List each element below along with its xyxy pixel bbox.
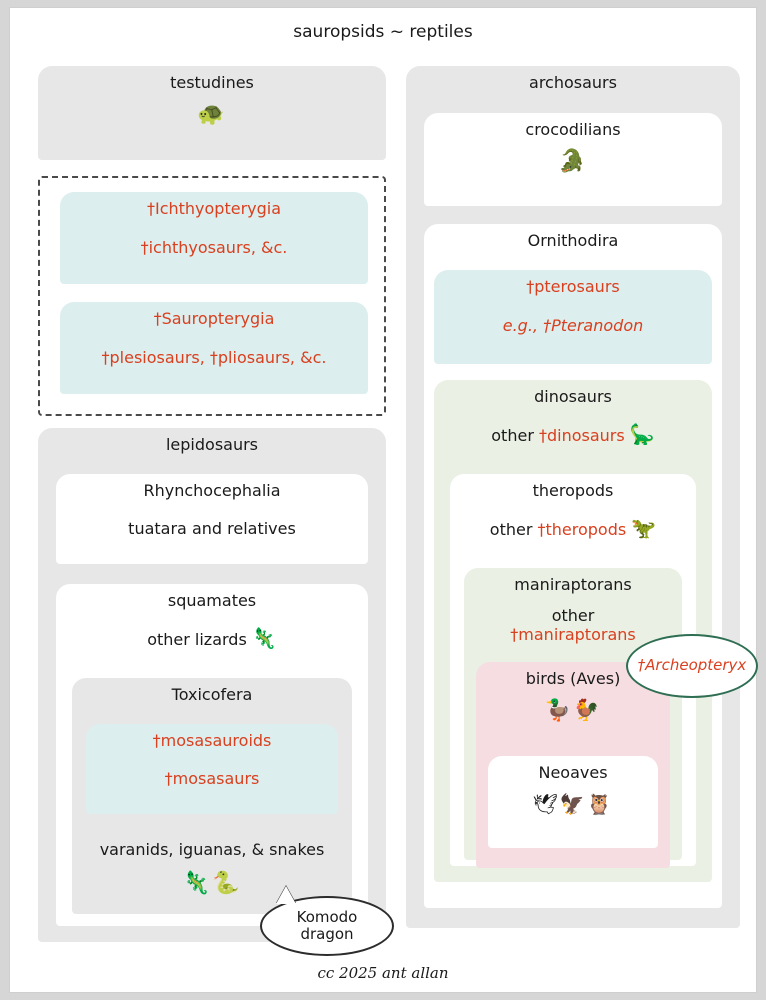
page-title: sauropsids ~ reptiles (293, 22, 473, 42)
duck-chicken-emoji: 🦆🐓 (544, 698, 602, 722)
card-mosasauroids[interactable] (86, 724, 338, 814)
ichthyosaurs-row: †ichthyosaurs, &c. (140, 238, 288, 257)
card-sauropterygia[interactable] (60, 302, 368, 394)
card-mosasauroids-title: †mosasauroids (152, 731, 272, 750)
card-archosaurs-title: archosaurs (529, 73, 617, 92)
card-neoaves[interactable] (488, 756, 658, 848)
lizard-emoji: 🦎 (251, 626, 277, 650)
card-maniraptorans-title: maniraptorans (514, 575, 632, 594)
card-ichthyopterygia[interactable] (60, 192, 368, 284)
card-pterosaurs[interactable] (434, 270, 712, 364)
callout-komodo-line2: dragon (300, 925, 354, 943)
card-testudines-title: testudines (170, 73, 254, 92)
card-ichthyopterygia-title: †Ichthyopterygia (146, 199, 282, 218)
mosasaurs-row: †mosasaurs (164, 769, 260, 788)
card-crocodilians-title: crocodilians (525, 120, 621, 139)
card-dinosaurs-title: dinosaurs (534, 387, 612, 406)
turtle-emoji: 🐢 (197, 102, 227, 127)
other-lizards-row: other lizards 🦎 (147, 626, 277, 650)
other-theropods-row: other †theropods 🦖 (489, 516, 657, 540)
card-rhynchocephalia[interactable] (56, 474, 368, 564)
callout-komodo-dragon (260, 896, 394, 956)
card-crocodilians[interactable] (424, 113, 722, 206)
card-rhynchocephalia-title: Rhynchocephalia (143, 481, 281, 500)
card-birds-aves-title: birds (Aves) (525, 669, 621, 688)
varanids-block (72, 834, 352, 904)
extinct-marine-reptiles-group (38, 176, 386, 416)
pteranodon-row: e.g., †Pteranodon (502, 316, 644, 335)
footer-credit: cc 2025 ant allan (317, 964, 449, 982)
other-dinosaurs-row: other †dinosaurs 🦕 (491, 422, 655, 446)
tuatara-row: tuatara and relatives (128, 519, 296, 538)
theropod-emoji: 🦖 (631, 516, 657, 540)
card-ornithodira-title: Ornithodira (527, 231, 619, 250)
card-theropods-title: theropods (532, 481, 614, 500)
callout-archaeopteryx-label: †Archeopteryx (637, 656, 747, 675)
other-maniraptorans-row: other †maniraptorans (510, 606, 636, 645)
card-testudines[interactable] (38, 66, 386, 160)
callout-komodo-line1: Komodo (296, 907, 358, 926)
card-pterosaurs-title: †pterosaurs (526, 277, 620, 296)
plesiosaurs-row: †plesiosaurs, †pliosaurs, &c. (101, 348, 327, 367)
card-toxicofera-title: Toxicofera (171, 685, 253, 704)
callout-archaeopteryx (626, 634, 758, 698)
diagram-canvas (10, 8, 756, 992)
crocodile-emoji: 🐊 (558, 149, 588, 174)
card-lepidosaurs-title: lepidosaurs (165, 435, 259, 454)
card-neoaves-title: Neoaves (538, 763, 608, 782)
sauropod-emoji: 🦕 (629, 422, 655, 446)
card-squamates-title: squamates (167, 591, 257, 610)
dove-eagle-owl-emoji: 🕊🦅🦉 (532, 792, 614, 816)
varanids-row: varanids, iguanas, & snakes (99, 840, 325, 859)
lizard-snake-emoji: 🦎🐍 (182, 870, 242, 896)
card-sauropterygia-title: †Sauropterygia (153, 309, 275, 328)
